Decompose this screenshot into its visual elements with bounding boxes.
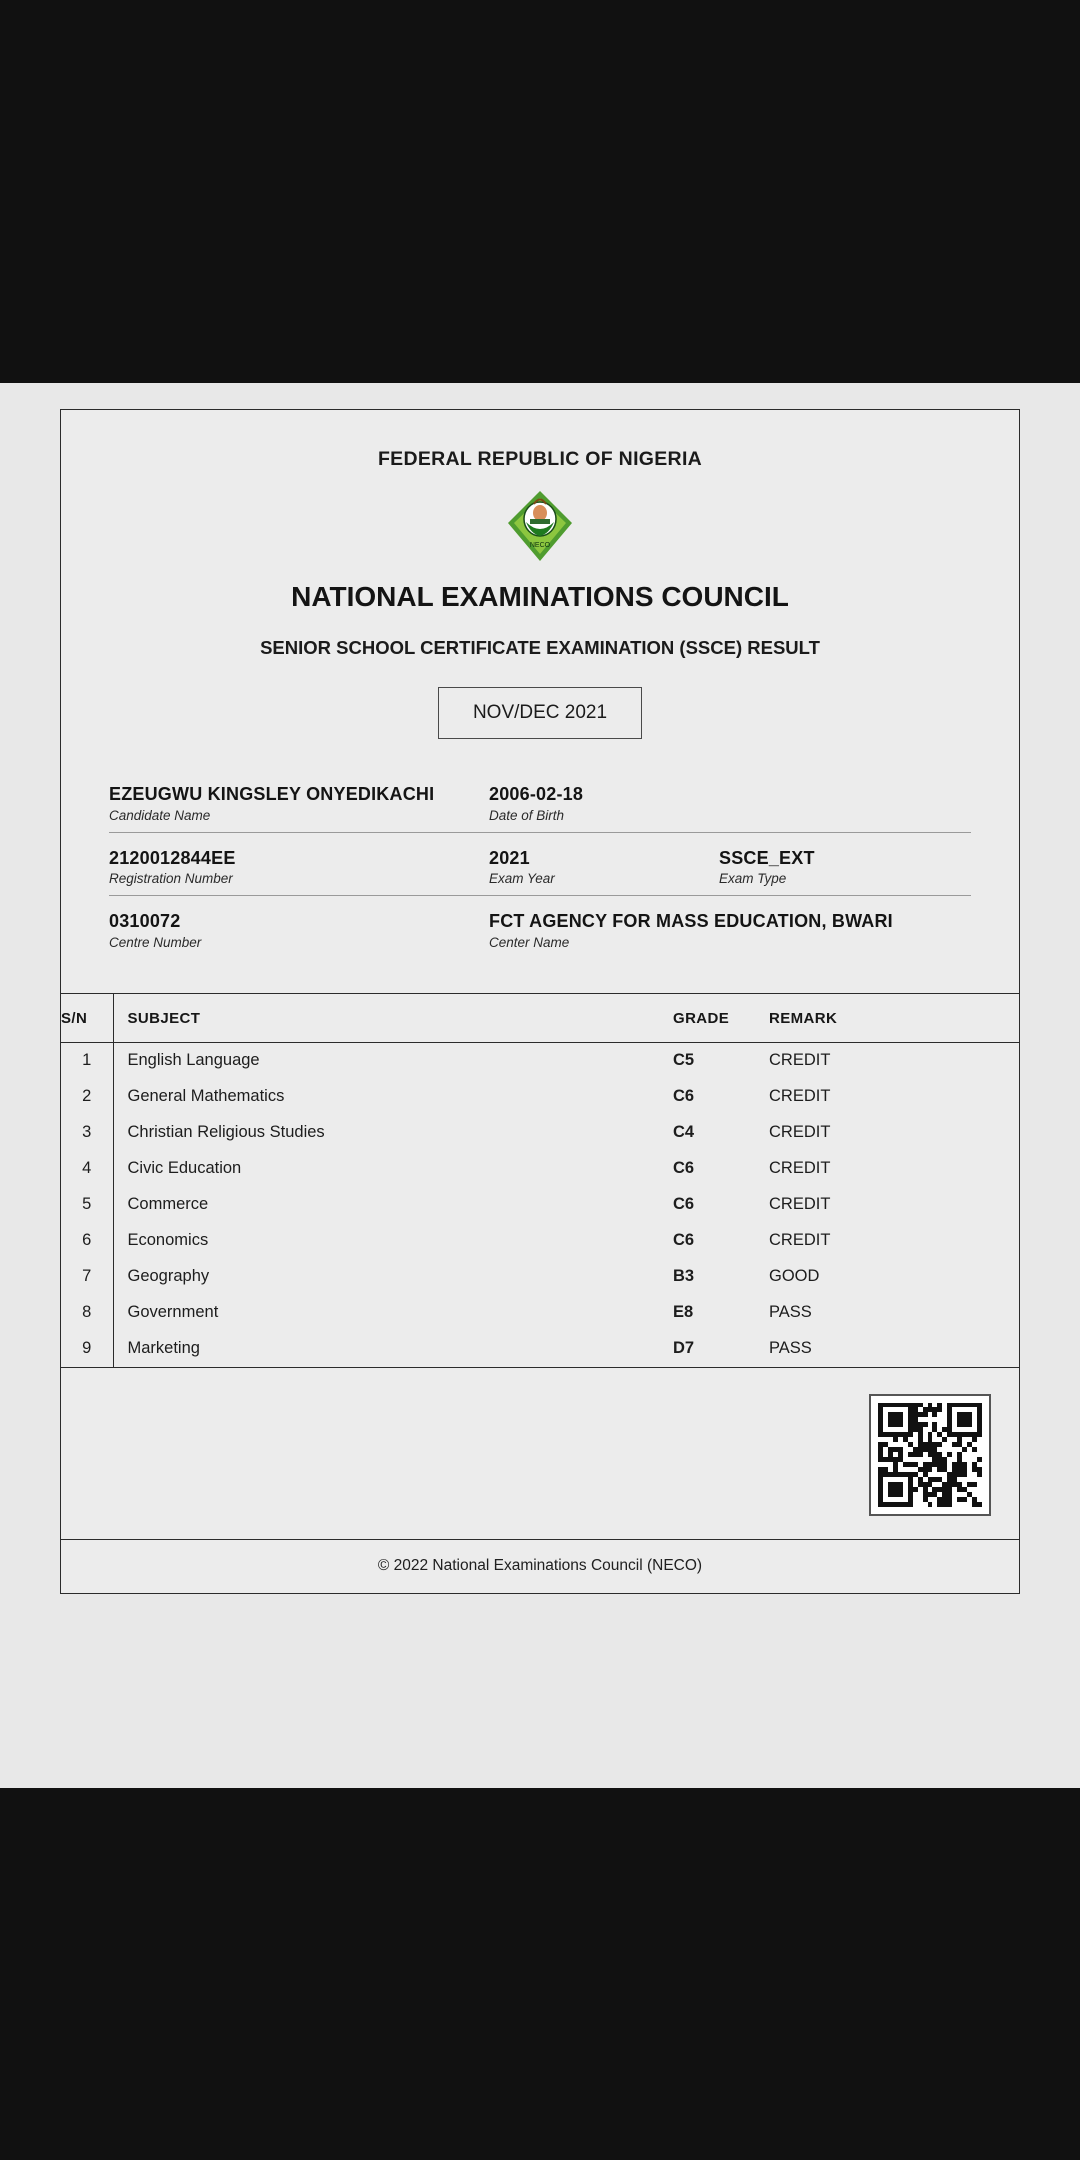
centre-number-field [109, 910, 489, 950]
exam-type-value: SSCE_EXT [719, 847, 815, 868]
column-header-remark: REMARK [769, 994, 1019, 1043]
centre-number-value: 0310072 [109, 911, 181, 931]
candidate-info [61, 783, 1019, 959]
table-row [61, 1223, 1019, 1259]
row-grade: D7 [673, 1339, 695, 1357]
result-verification-qr-code[interactable] [869, 1394, 991, 1516]
candidate-name-value: EZEUGWU KINGSLEY ONYEDIKACHI [109, 784, 435, 804]
row-grade: B3 [673, 1267, 695, 1285]
centre-name-label: Center Name [489, 934, 570, 950]
centre-name-value: FCT AGENCY FOR MASS EDUCATION, BWARI [489, 911, 893, 931]
council-name: NATIONAL EXAMINATIONS COUNCIL [291, 581, 789, 612]
document-page [0, 383, 1080, 1788]
candidate-name-field [109, 783, 489, 823]
country-heading: FEDERAL REPUBLIC OF NIGERIA [377, 448, 703, 470]
row-subject: Marketing [127, 1339, 200, 1357]
row-sn: 4 [61, 1151, 113, 1187]
row-remark: CREDIT [769, 1231, 831, 1249]
row-remark: PASS [769, 1339, 812, 1357]
row-subject: Geography [127, 1267, 210, 1285]
row-remark: CREDIT [769, 1123, 831, 1141]
row-grade: C4 [673, 1123, 695, 1141]
date-of-birth-value: 2006-02-18 [489, 784, 584, 804]
info-row [109, 910, 971, 959]
row-grade: C6 [673, 1231, 695, 1249]
row-sn: 1 [61, 1042, 113, 1079]
date-of-birth-field [489, 783, 719, 823]
certificate-header [61, 410, 1019, 739]
row-subject: Civic Education [127, 1159, 242, 1177]
table-row [61, 1151, 1019, 1187]
table-header-row [61, 994, 1019, 1043]
row-sn: 7 [61, 1259, 113, 1295]
centre-number-label: Centre Number [109, 934, 202, 950]
session-container [109, 687, 971, 739]
exam-year-field [489, 847, 719, 887]
row-subject: General Mathematics [127, 1087, 285, 1105]
row-grade: E8 [673, 1303, 694, 1321]
row-remark: CREDIT [769, 1051, 831, 1069]
row-grade: C6 [673, 1195, 695, 1213]
exam-session-badge: NOV/DEC 2021 [438, 687, 642, 739]
row-subject: Economics [127, 1231, 209, 1249]
row-grade: C6 [673, 1159, 695, 1177]
result-certificate [60, 409, 1020, 1594]
neco-crest-logo [506, 489, 574, 563]
row-remark: CREDIT [769, 1195, 831, 1213]
row-sn: 5 [61, 1187, 113, 1223]
table-row [61, 1331, 1019, 1367]
row-sn: 9 [61, 1331, 113, 1367]
row-subject: English Language [127, 1051, 260, 1069]
row-remark: GOOD [769, 1267, 820, 1285]
info-row [109, 783, 971, 833]
row-subject: Government [127, 1303, 219, 1321]
row-sn: 8 [61, 1295, 113, 1331]
info-row [109, 847, 971, 897]
qr-pattern [878, 1403, 982, 1507]
table-row [61, 1115, 1019, 1151]
column-header-grade: GRADE [673, 994, 769, 1043]
table-row [61, 1259, 1019, 1295]
registration-number-value: 2120012844EE [109, 847, 236, 868]
exam-type-label: Exam Type [719, 871, 787, 886]
centre-name-field [489, 910, 893, 950]
footer-copyright: © 2022 National Examinations Council (NECO) [61, 1539, 1019, 1593]
table-row [61, 1042, 1019, 1079]
row-remark: CREDIT [769, 1159, 831, 1177]
exam-type-field [719, 847, 949, 887]
date-of-birth-label: Date of Birth [489, 807, 565, 823]
table-row [61, 1295, 1019, 1331]
results-table [61, 994, 1019, 1367]
row-sn: 6 [61, 1223, 113, 1259]
exam-year-value: 2021 [489, 847, 530, 868]
exam-title: SENIOR SCHOOL CERTIFICATE EXAMINATION (SSCE) RESULT [260, 637, 820, 658]
column-header-subject: SUBJECT [113, 994, 673, 1043]
exam-year-label: Exam Year [489, 871, 555, 886]
table-row [61, 1079, 1019, 1115]
qr-section [61, 1367, 1019, 1539]
candidate-name-label: Candidate Name [109, 807, 211, 823]
row-sn: 3 [61, 1115, 113, 1151]
column-header-sn: S/N [61, 994, 113, 1043]
svg-text:NECO: NECO [529, 542, 551, 549]
row-sn: 2 [61, 1079, 113, 1115]
row-remark: CREDIT [769, 1087, 831, 1105]
row-subject: Commerce [127, 1195, 209, 1213]
row-remark: PASS [769, 1303, 812, 1321]
table-row [61, 1187, 1019, 1223]
registration-number-label: Registration Number [109, 871, 233, 886]
row-grade: C6 [673, 1087, 695, 1105]
logo-container [109, 489, 971, 563]
registration-number-field [109, 847, 489, 887]
row-grade: C5 [673, 1051, 695, 1069]
row-subject: Christian Religious Studies [127, 1123, 325, 1141]
